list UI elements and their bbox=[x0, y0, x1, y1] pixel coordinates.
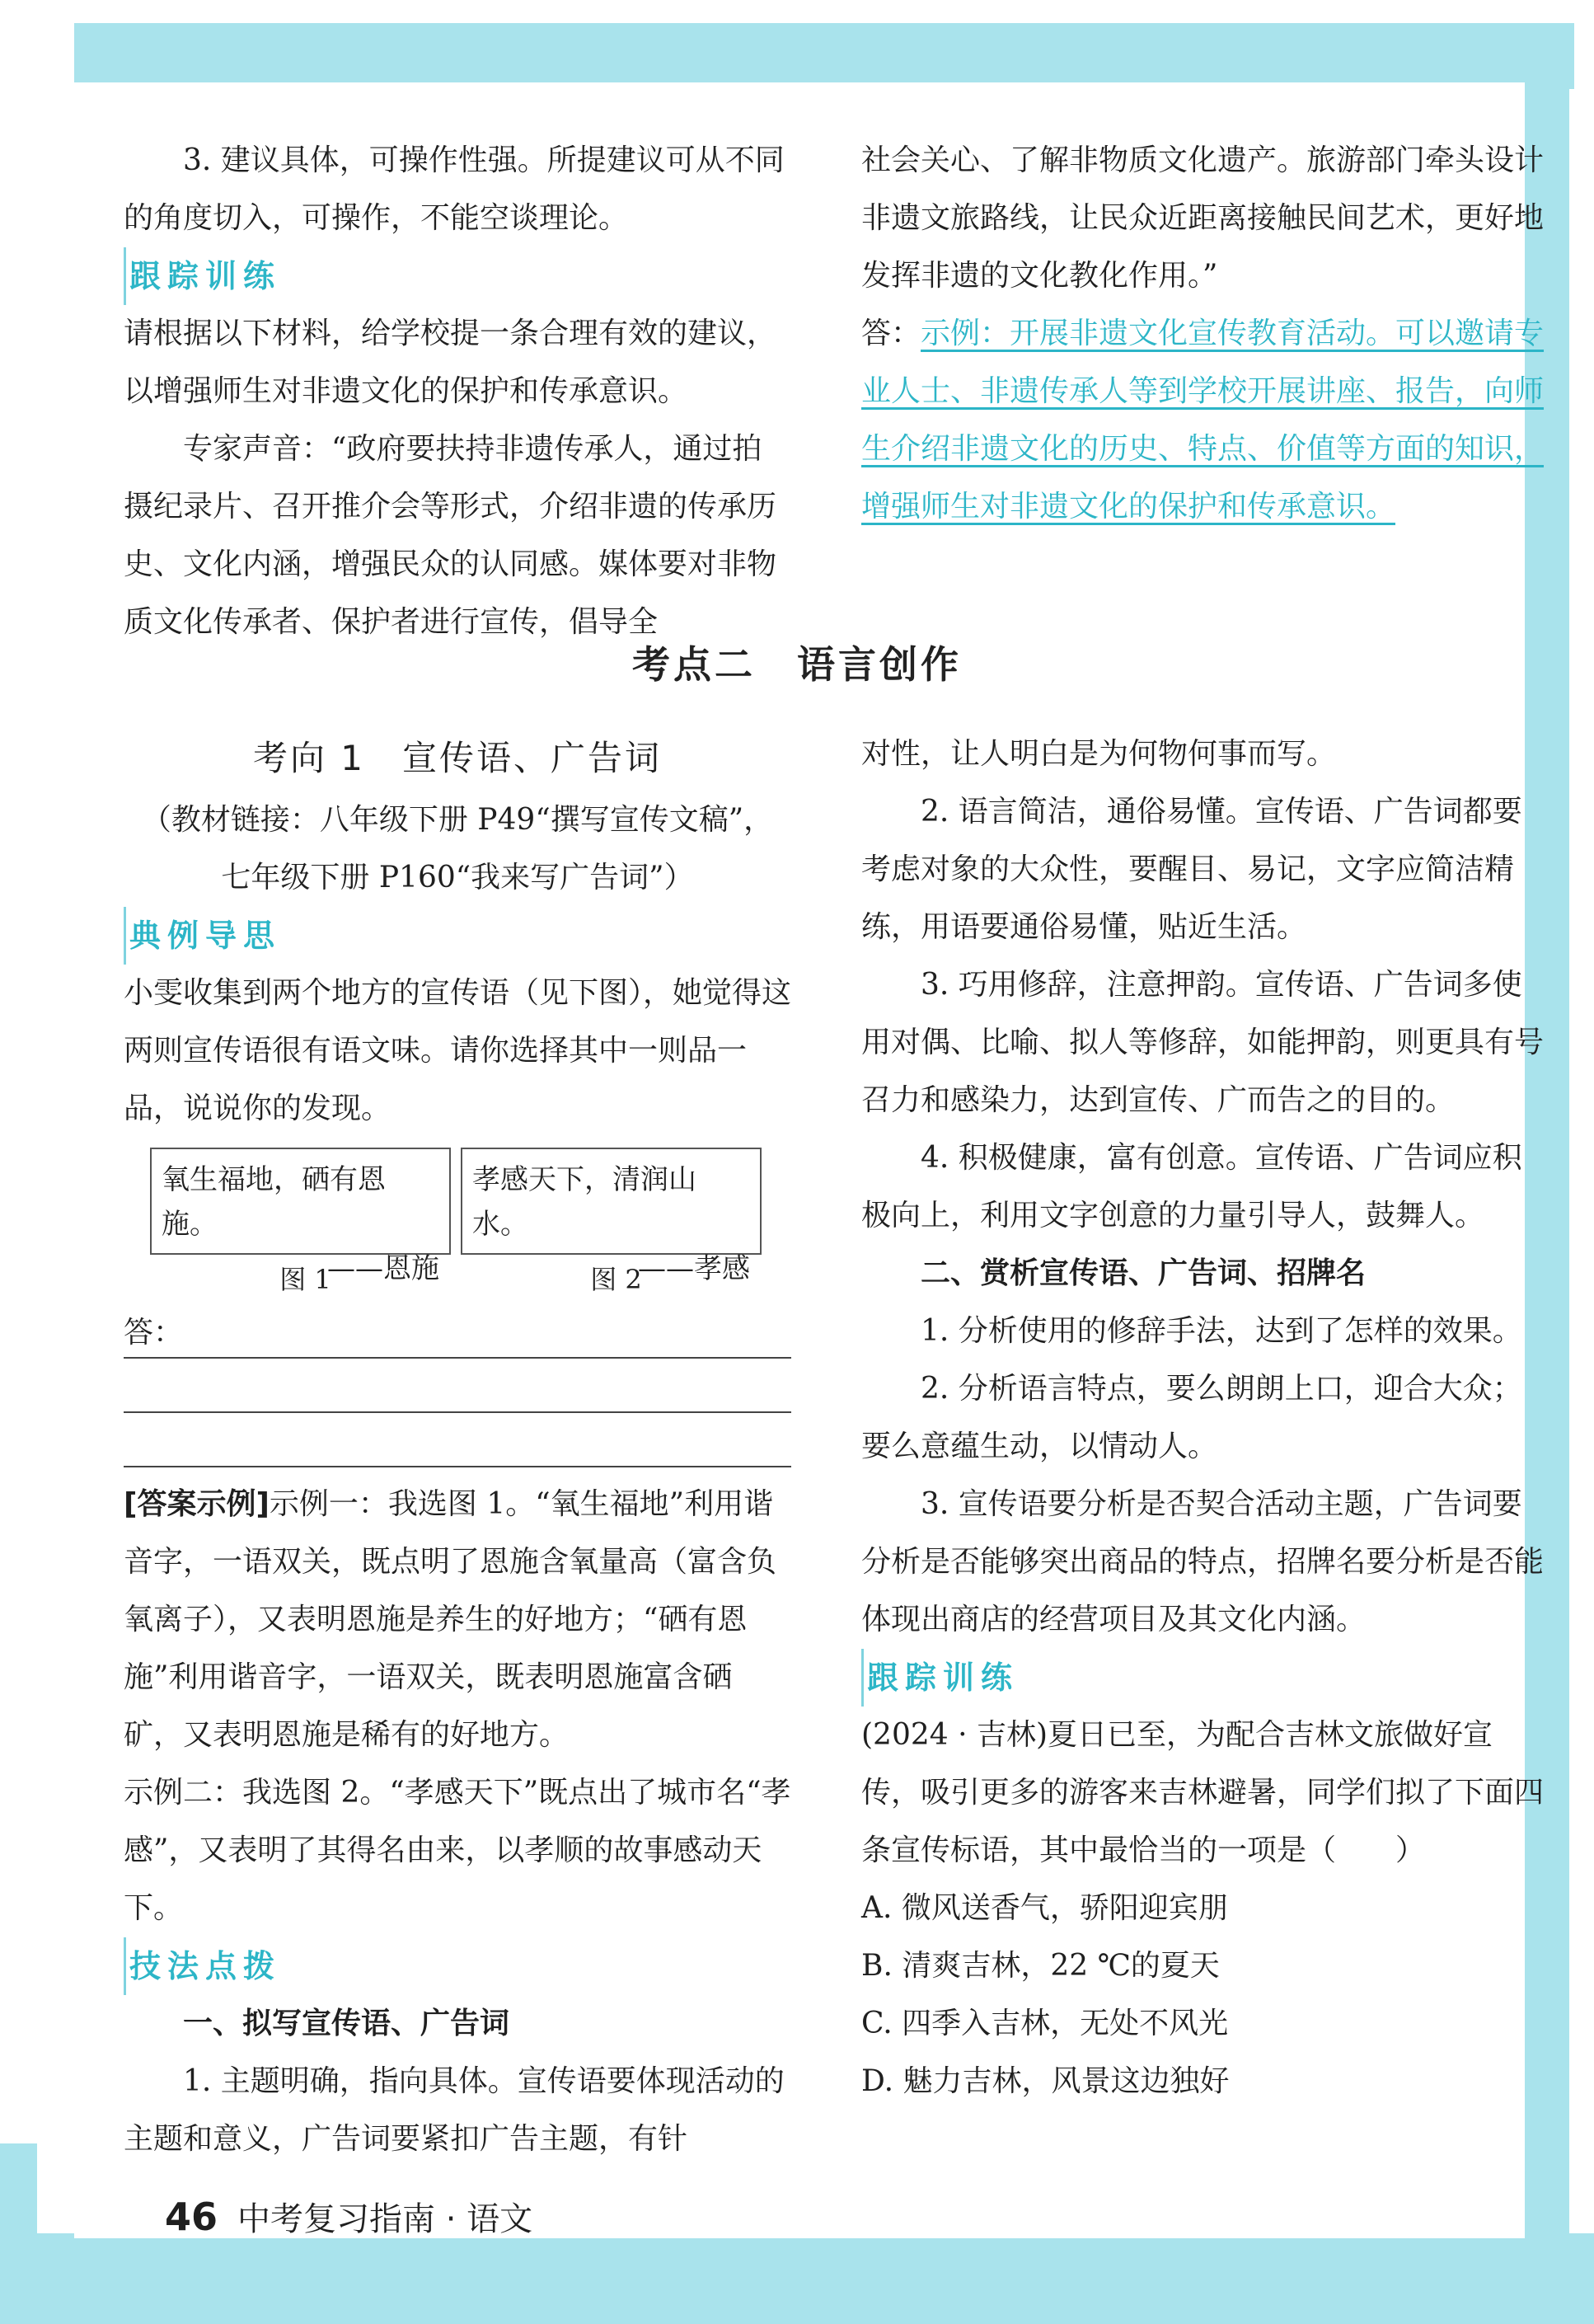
figure-caption-2: 图 2 bbox=[590, 1264, 642, 1295]
page-number: 46 bbox=[165, 2195, 218, 2239]
answer-line-2[interactable] bbox=[124, 1359, 791, 1413]
sub-title: 考向 1 宣传语、广告词 bbox=[252, 738, 663, 778]
slogan-text-1: 氧生福地，硒有恩施。 bbox=[162, 1163, 386, 1241]
answer-line-3[interactable] bbox=[124, 1413, 791, 1467]
left-bottom-column bbox=[124, 725, 791, 2168]
answer-example-1: [答案示例]示例一：我选图 1。“氧生福地”利用谐音字，一语双关，既点明了恩施含氧量高（富含负氧离子），又表明恩施是养生的好地方；“硒有恩施”利用谐音字，一语双关，既表明恩施富含硒矿，又表明恩施是稀有的好地方。 bbox=[124, 1487, 777, 1752]
material-continued: 社会关心、了解非物质文化遗产。旅游部门牵头设计非遗文旅路线，让民众近距离接触民间艺术，更好地发挥非遗的文化教化作用。” bbox=[861, 143, 1545, 293]
tip-1: 1. 主题明确，指向具体。宣传语要体现活动的主题和意义，广告词要紧扣广告主题，有针 bbox=[124, 2064, 785, 2156]
answer-example-2: 示例二：我选图 2。“孝感天下”既点出了城市名“孝感”，又表明了其得名由来，以孝顺的故事感动天下。 bbox=[124, 1776, 791, 1925]
bottom-border bbox=[0, 2233, 1594, 2324]
tip-3: 3. 巧用修辞，注意押韵。宣传语、广告词多使用对偶、比喻、拟人等修辞，如能押韵，则更具有号召力和感染力，达到宣传、广而告之的目的。 bbox=[861, 968, 1545, 1117]
book-title: 中考复习指南 · 语文 bbox=[237, 2200, 533, 2238]
top-border bbox=[74, 23, 1574, 89]
section-label-train-2: 跟踪训练 bbox=[861, 1649, 1545, 1707]
analysis-1: 1. 分析使用的修辞手法，达到了怎样的效果。 bbox=[921, 1314, 1522, 1348]
option-a[interactable]: A. 微风送香气，骄阳迎宾朋 bbox=[861, 1891, 1228, 1925]
section-label-example: 典例导思 bbox=[124, 907, 791, 965]
question-paragraph: 请根据以下材料，给学校提一条合理有效的建议，以增强师生对非遗文化的保护和传承意识。 bbox=[124, 317, 777, 408]
analysis-2: 2. 分析语言特点，要么朗朗上口，迎合大众；要么意蕴生动，以情动人。 bbox=[861, 1372, 1522, 1463]
tip-1-continued: 对性，让人明白是为何物何事而写。 bbox=[861, 737, 1337, 771]
option-b[interactable]: B. 清爽吉林，22 ℃的夏天 bbox=[861, 1949, 1220, 1983]
slogan-source-2: ——孝感 bbox=[638, 1252, 750, 1285]
heading-2: 二、赏析宣传语、广告词、招牌名 bbox=[921, 1256, 1367, 1290]
tips-heading: 一、拟写宣传语、广告词 bbox=[183, 2007, 510, 2040]
example-question: 小雯收集到两个地方的宣传语（见下图），她觉得这两则宣传语很有语文味。请你选择其中一则品一品，说说你的发现。 bbox=[124, 976, 792, 1125]
material-paragraph: 专家声音：“政府要扶持非遗传承人，通过拍摄纪录片、召开推介会等形式，介绍非遗的传承历史、文化内涵，增强民众的认同感。媒体要对非物质文化传承者、保护者进行宣传，倡导全 bbox=[124, 432, 777, 639]
tip-paragraph: 3. 建议具体，可操作性强。所提建议可从不同的角度切入，可操作，不能空谈理论。 bbox=[124, 143, 785, 235]
section-label-train: 跟踪训练 bbox=[124, 247, 791, 305]
answer-text: 示例：开展非遗文化宣传教育活动。可以邀请专业人士、非遗传承人等到学校开展讲座、报告，向师生介绍非遗文化的历史、特点、价值等方面的知识，增强师生对非遗文化的保护和传承意识。 bbox=[861, 317, 1545, 523]
left-top-column bbox=[124, 132, 791, 651]
answer-line-1[interactable]: 答： bbox=[124, 1304, 791, 1359]
choice-question: (2024 · 吉林)夏日已至，为配合吉林文旅做好宣传，吸引更多的游客来吉林避暑，同学们拟了下面四条宣传标语，其中最恰当的一项是（ ） bbox=[861, 1718, 1545, 1867]
section-title: 考点二 语言创作 bbox=[632, 642, 962, 687]
tip-2: 2. 语言简洁，通俗易懂。宣传语、广告词都要考虑对象的大众性，要醒目、易记，文字应简洁精练，用语要通俗易懂，贴近生活。 bbox=[861, 795, 1522, 944]
section-label-tips: 技法点拨 bbox=[124, 1937, 791, 1995]
right-bottom-column bbox=[861, 725, 1545, 2110]
figure-caption-1: 图 1 bbox=[279, 1264, 331, 1295]
option-d[interactable]: D. 魅力吉林，风景这边独好 bbox=[861, 2064, 1230, 2098]
tip-4: 4. 积极健康，富有创意。宣传语、广告词应积极向上，利用文字创意的力量引导人，鼓舞人。 bbox=[861, 1141, 1522, 1232]
answer-block: 答：示例：开展非遗文化宣传教育活动。可以邀请专业人士、非遗传承人等到学校开展讲座、报告，向师生介绍非遗文化的历史、特点、价值等方面的知识，增强师生对非遗文化的保护和传承意识。 bbox=[861, 317, 1545, 523]
slogan-text-2: 孝感天下，清润山水。 bbox=[472, 1163, 696, 1241]
page-footer bbox=[165, 2193, 532, 2240]
analysis-3: 3. 宣传语要分析是否契合活动主题，广告词要分析是否能够突出商品的特点，招牌名要分析是否能体现出商店的经营项目及其文化内涵。 bbox=[861, 1487, 1545, 1636]
right-top-column bbox=[861, 132, 1545, 536]
option-c[interactable]: C. 四季入吉林，无处不风光 bbox=[861, 2007, 1229, 2040]
textbook-link-2: 七年级下册 P160“我来写广告词”） bbox=[221, 861, 694, 894]
textbook-link-1: （教材链接：八年级下册 P49“撰写宣传文稿”， bbox=[141, 803, 774, 837]
figure-captions bbox=[150, 1255, 791, 1304]
slogan-source-1: ——恩施 bbox=[327, 1252, 439, 1285]
left-border bbox=[0, 2143, 37, 2324]
